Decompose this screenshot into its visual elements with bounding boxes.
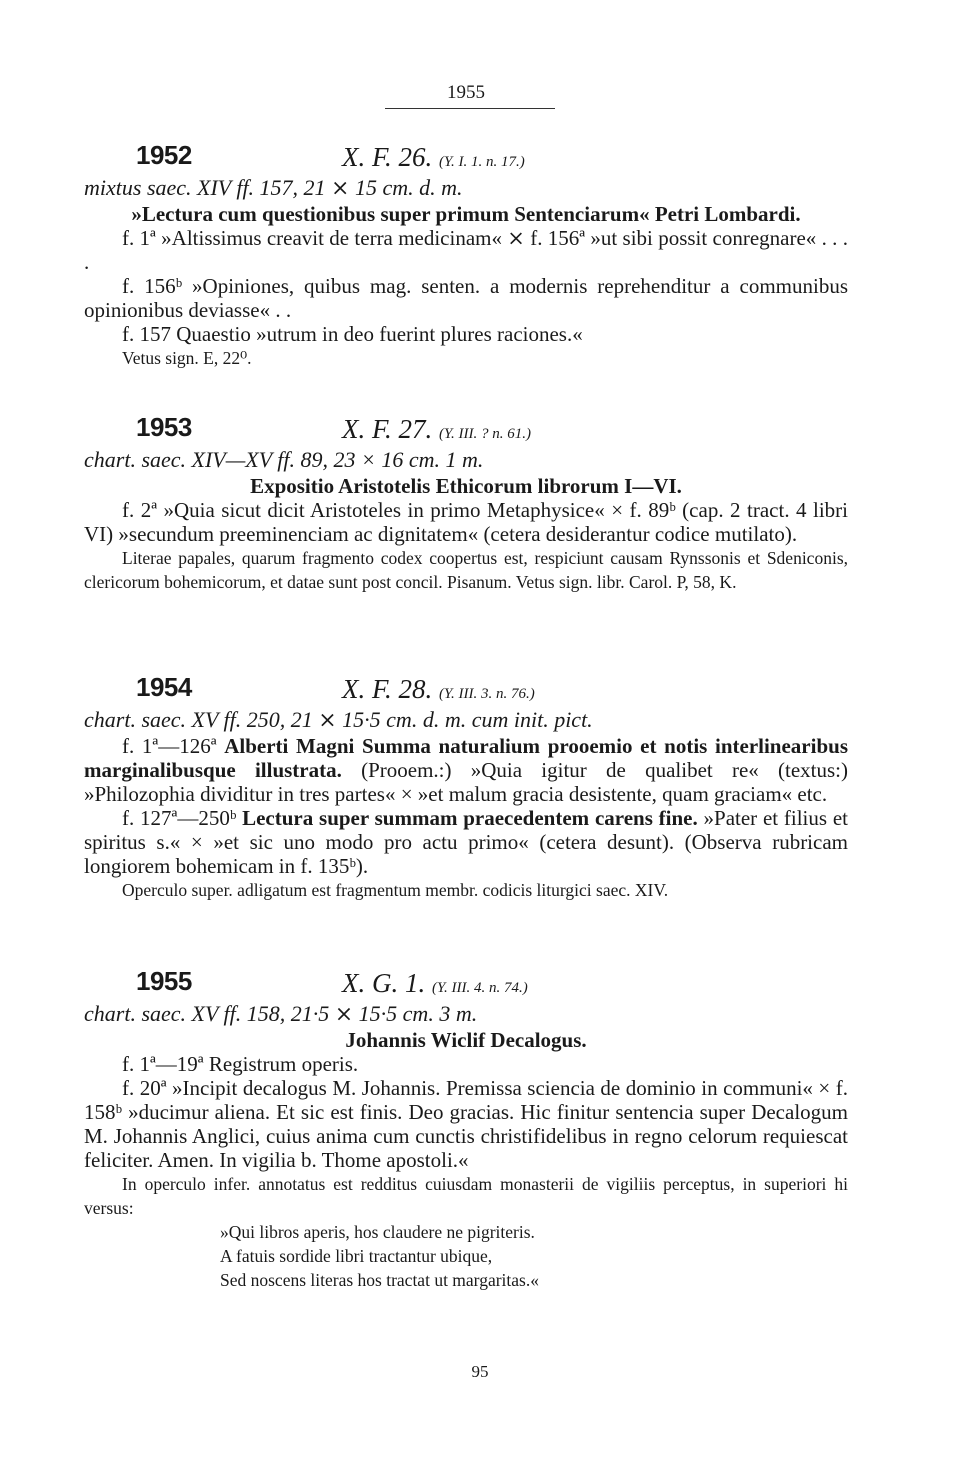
work-title: Johannis Wiclif Decalogus. [345, 1028, 587, 1052]
shelfmark-signature: X. G. 1. [342, 968, 426, 998]
incipit-line: f. 2ª »Quia sicut dicit Aristoteles in primo Metaphysice« × f. 89ᵇ (cap. 2 tract. 4 libri VI) »secundum preeminenciam ac dignitatem« (cetera desiderantur codice mutilato). [84, 498, 848, 546]
entry-header [84, 412, 848, 446]
shelfmark [342, 674, 535, 705]
page-number: 95 [471, 1362, 489, 1381]
entry-number: 1955 [136, 966, 192, 996]
entry-number: 1953 [136, 412, 192, 442]
codex-note: In operculo infer. annotatus est redditus cuiusdam monasterii de vigiliis perceptus, in superiori hi versus: [84, 1174, 848, 1218]
content-part-1 [84, 734, 848, 806]
old-shelfmark: (Y. III. 3. n. 76.) [439, 686, 535, 702]
incipit-line: f. 1ª »Altissimus creavit de terra medicinam« ⨯ f. 156ª »ut sibi possit conregnare« . . . . [84, 226, 848, 274]
shelfmark [342, 142, 525, 173]
work-title: »Lectura cum questionibus super primum Sentenciarum« Petri Lombardi. [131, 202, 801, 226]
codex-note: Literae papales, quarum fragmento codex coopertus est, respiciunt causam Rynssonis et Sdeniconis, clericorum bohemicorum, et datae sunt post concil. Pisanum. Vetus sign. libr. Carol. P, 58, K. [84, 548, 848, 592]
running-head-rule [385, 108, 555, 109]
shelfmark-signature: X. F. 27. [342, 414, 433, 444]
incipit-line: f. 1ª—19ª Registrum operis. [122, 1052, 359, 1076]
incipit-line: f. 156ᵇ »Opiniones, quibus mag. senten. a modernis reprehenditur a communibus opinionibus deviasse« . . [84, 274, 848, 322]
shelfmark-signature: X. F. 26. [342, 142, 433, 172]
shelfmark [342, 414, 531, 445]
running-head [84, 82, 848, 104]
codex-description: chart. saec. XIV—XV ff. 89, 23 × 16 cm. 1 m. [84, 447, 484, 472]
shelfmark [342, 968, 528, 999]
entry-header [84, 140, 848, 174]
verse-line: Sed noscens literas hos tractat ut margaritas.« [220, 1270, 539, 1290]
folio-range: f. 1ª—126ª [122, 734, 225, 758]
codex-description: mixtus saec. XIV ff. 157, 21 ⨯ 15 cm. d. m. [84, 175, 463, 200]
entry-1953 [84, 412, 848, 594]
codex-description: chart. saec. XV ff. 250, 21 ⨯ 15·5 cm. d. m. cum init. pict. [84, 707, 593, 732]
codex-note: Operculo super. adligatum est fragmentum membr. codicis liturgici saec. XIV. [122, 880, 669, 900]
shelfmark-signature: X. F. 28. [342, 674, 433, 704]
verse-line: A fatuis sordide libri tractantur ubique, [220, 1246, 493, 1266]
work-title: Alberti Magni Summa naturalium prooemio et notis interlinearibus marginalibusque illustrata. [84, 734, 848, 782]
incipit-line: f. 20ª »Incipit decalogus M. Johannis. Premissa sciencia de dominio in communi« × f. 158ᵇ »ducimur aliena. Et sic est finis. Deo gracias. Hic finitur sentencia super Decalogum M. Johannis Anglici, cuius anima cum cunctis christifidelibus in regno celorum requiescat feliciter. Amen. In vigilia b. Thome apostoli.« [84, 1076, 848, 1172]
work-title: Lectura super summam praecedentem carens fine. [242, 806, 698, 830]
incipit-text: »Pater et filius et spiritus s.« × »et sic uno modo pro actu primo« (cetera desunt). (Observa rubricam longiorem bohemicam in f. 135ᵇ). [84, 806, 848, 878]
folio-range: f. 127ª—250ᵇ [122, 806, 243, 830]
old-shelfmark: (Y. I. 1. n. 17.) [439, 154, 525, 170]
entry-header [84, 672, 848, 706]
entry-1954 [84, 672, 848, 902]
work-title: Expositio Aristotelis Ethicorum librorum I—VI. [250, 474, 682, 498]
verse-line: »Qui libros aperis, hos claudere ne pigriteris. [220, 1222, 535, 1242]
incipit-line: f. 157 Quaestio »utrum in deo fuerint plures raciones.« [122, 322, 583, 346]
codex-description: chart. saec. XV ff. 158, 21·5 ⨯ 15·5 cm. 3 m. [84, 1001, 478, 1026]
entry-number: 1954 [136, 672, 192, 702]
content-part-2 [84, 806, 848, 878]
entry-1952 [84, 140, 848, 370]
entry-header [84, 966, 848, 1000]
entry-1955 [84, 966, 848, 1292]
entry-number: 1952 [136, 140, 192, 170]
old-shelfmark: (Y. III. 4. n. 74.) [432, 980, 528, 996]
old-shelfmark: (Y. III. ? n. 61.) [439, 426, 531, 442]
incipit-text: (Prooem.:) »Quia igitur de qualibet re« (textus:) »Philozophia dividitur in tres partes« × »et malum gracia desistente, quam graciam« etc. [84, 758, 848, 806]
running-head-number: 1955 [447, 82, 485, 103]
old-signature-note: Vetus sign. E, 22⁰. [122, 348, 252, 368]
